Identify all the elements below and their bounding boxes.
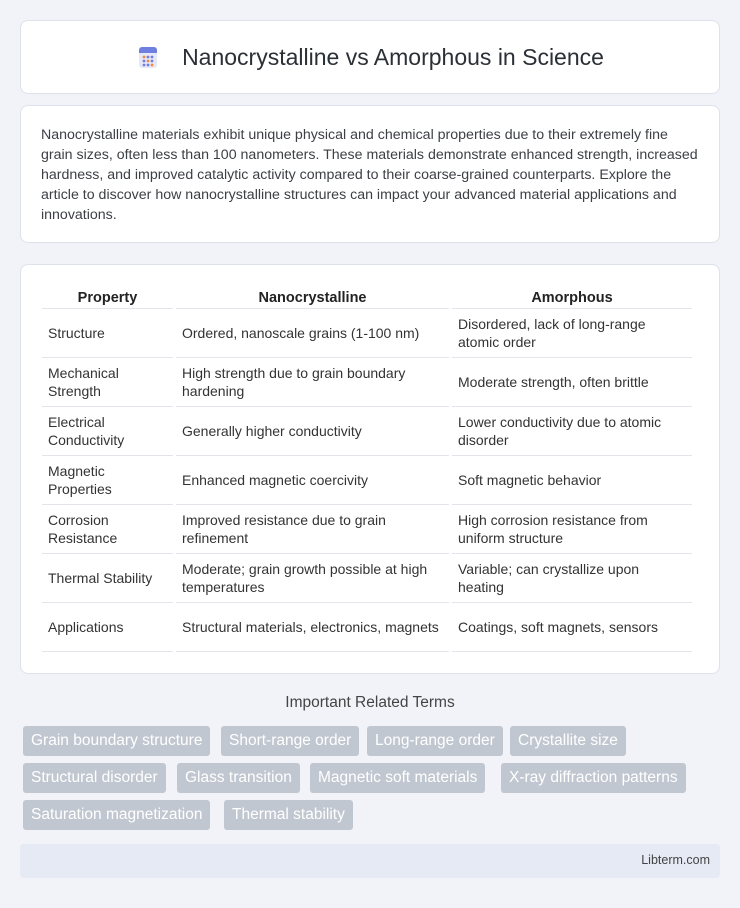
table-cell: Soft magnetic behavior xyxy=(452,456,692,505)
related-term-tag[interactable]: Long-range order xyxy=(367,726,503,756)
intro-card xyxy=(20,105,720,243)
table-cell: Corrosion Resistance xyxy=(42,505,173,554)
related-terms-title: Important Related Terms xyxy=(285,694,455,711)
table-row xyxy=(42,554,692,603)
table-cell: Structure xyxy=(42,309,173,358)
related-term-tag[interactable]: Structural disorder xyxy=(23,763,166,793)
table-cell: Applications xyxy=(42,603,173,652)
table-cell: Structural materials, electronics, magnets xyxy=(176,603,449,652)
related-term-tag[interactable]: Thermal stability xyxy=(224,800,353,830)
comparison-card xyxy=(20,264,720,674)
table-cell: Thermal Stability xyxy=(42,554,173,603)
table-row xyxy=(42,505,692,554)
table-cell: High strength due to grain boundary hardening xyxy=(176,358,449,407)
table-cell: Lower conductivity due to atomic disorder xyxy=(452,407,692,456)
table-cell: Variable; can crystallize upon heating xyxy=(452,554,692,603)
periodic-table-icon xyxy=(136,45,160,69)
related-term-tag[interactable]: Grain boundary structure xyxy=(23,726,210,756)
related-term-tag[interactable]: X-ray diffraction patterns xyxy=(501,763,686,793)
table-row xyxy=(42,603,692,652)
table-cell: Mechanical Strength xyxy=(42,358,173,407)
header-card xyxy=(20,20,720,94)
table-cell: Ordered, nanoscale grains (1-100 nm) xyxy=(176,309,449,358)
table-cell: Improved resistance due to grain refinement xyxy=(176,505,449,554)
related-term-tag[interactable]: Saturation magnetization xyxy=(23,800,210,830)
table-row xyxy=(42,407,692,456)
column-header-amorphous: Amorphous xyxy=(452,285,692,309)
table-row xyxy=(42,309,692,358)
column-header-property: Property xyxy=(42,285,173,309)
table-row xyxy=(42,358,692,407)
page-title: Nanocrystalline vs Amorphous in Science xyxy=(182,43,604,70)
related-term-tag[interactable]: Crystallite size xyxy=(510,726,626,756)
table-cell: Magnetic Properties xyxy=(42,456,173,505)
related-term-tag[interactable]: Short-range order xyxy=(221,726,359,756)
table-cell: Moderate; grain growth possible at high temperatures xyxy=(176,554,449,603)
table-cell: Enhanced magnetic coercivity xyxy=(176,456,449,505)
table-header-row xyxy=(42,285,692,309)
table-cell: Coatings, soft magnets, sensors xyxy=(452,603,692,652)
table-cell: Disordered, lack of long-range atomic order xyxy=(452,309,692,358)
table-cell: Generally higher conductivity xyxy=(176,407,449,456)
table-cell: Electrical Conductivity xyxy=(42,407,173,456)
related-term-tag[interactable]: Magnetic soft materials xyxy=(310,763,485,793)
footer-brand-link[interactable]: Libterm.com xyxy=(641,853,710,867)
comparison-table xyxy=(39,285,695,652)
related-term-tag[interactable]: Glass transition xyxy=(177,763,300,793)
table-cell: High corrosion resistance from uniform structure xyxy=(452,505,692,554)
column-header-nanocrystalline: Nanocrystalline xyxy=(176,285,449,309)
intro-text: Nanocrystalline materials exhibit unique physical and chemical properties due to their extremely fine grain sizes, often less than 100 nanometers. These materials demonstrate enhanced strength, increased hardness, and improved catalytic activity compared to their coarse-grained counterparts. Explore the article to discover how nanocrystalline structures can impact your advanced material applications and innovations. xyxy=(41,127,698,223)
table-cell: Moderate strength, often brittle xyxy=(452,358,692,407)
footer-bar xyxy=(20,844,720,878)
table-row xyxy=(42,456,692,505)
